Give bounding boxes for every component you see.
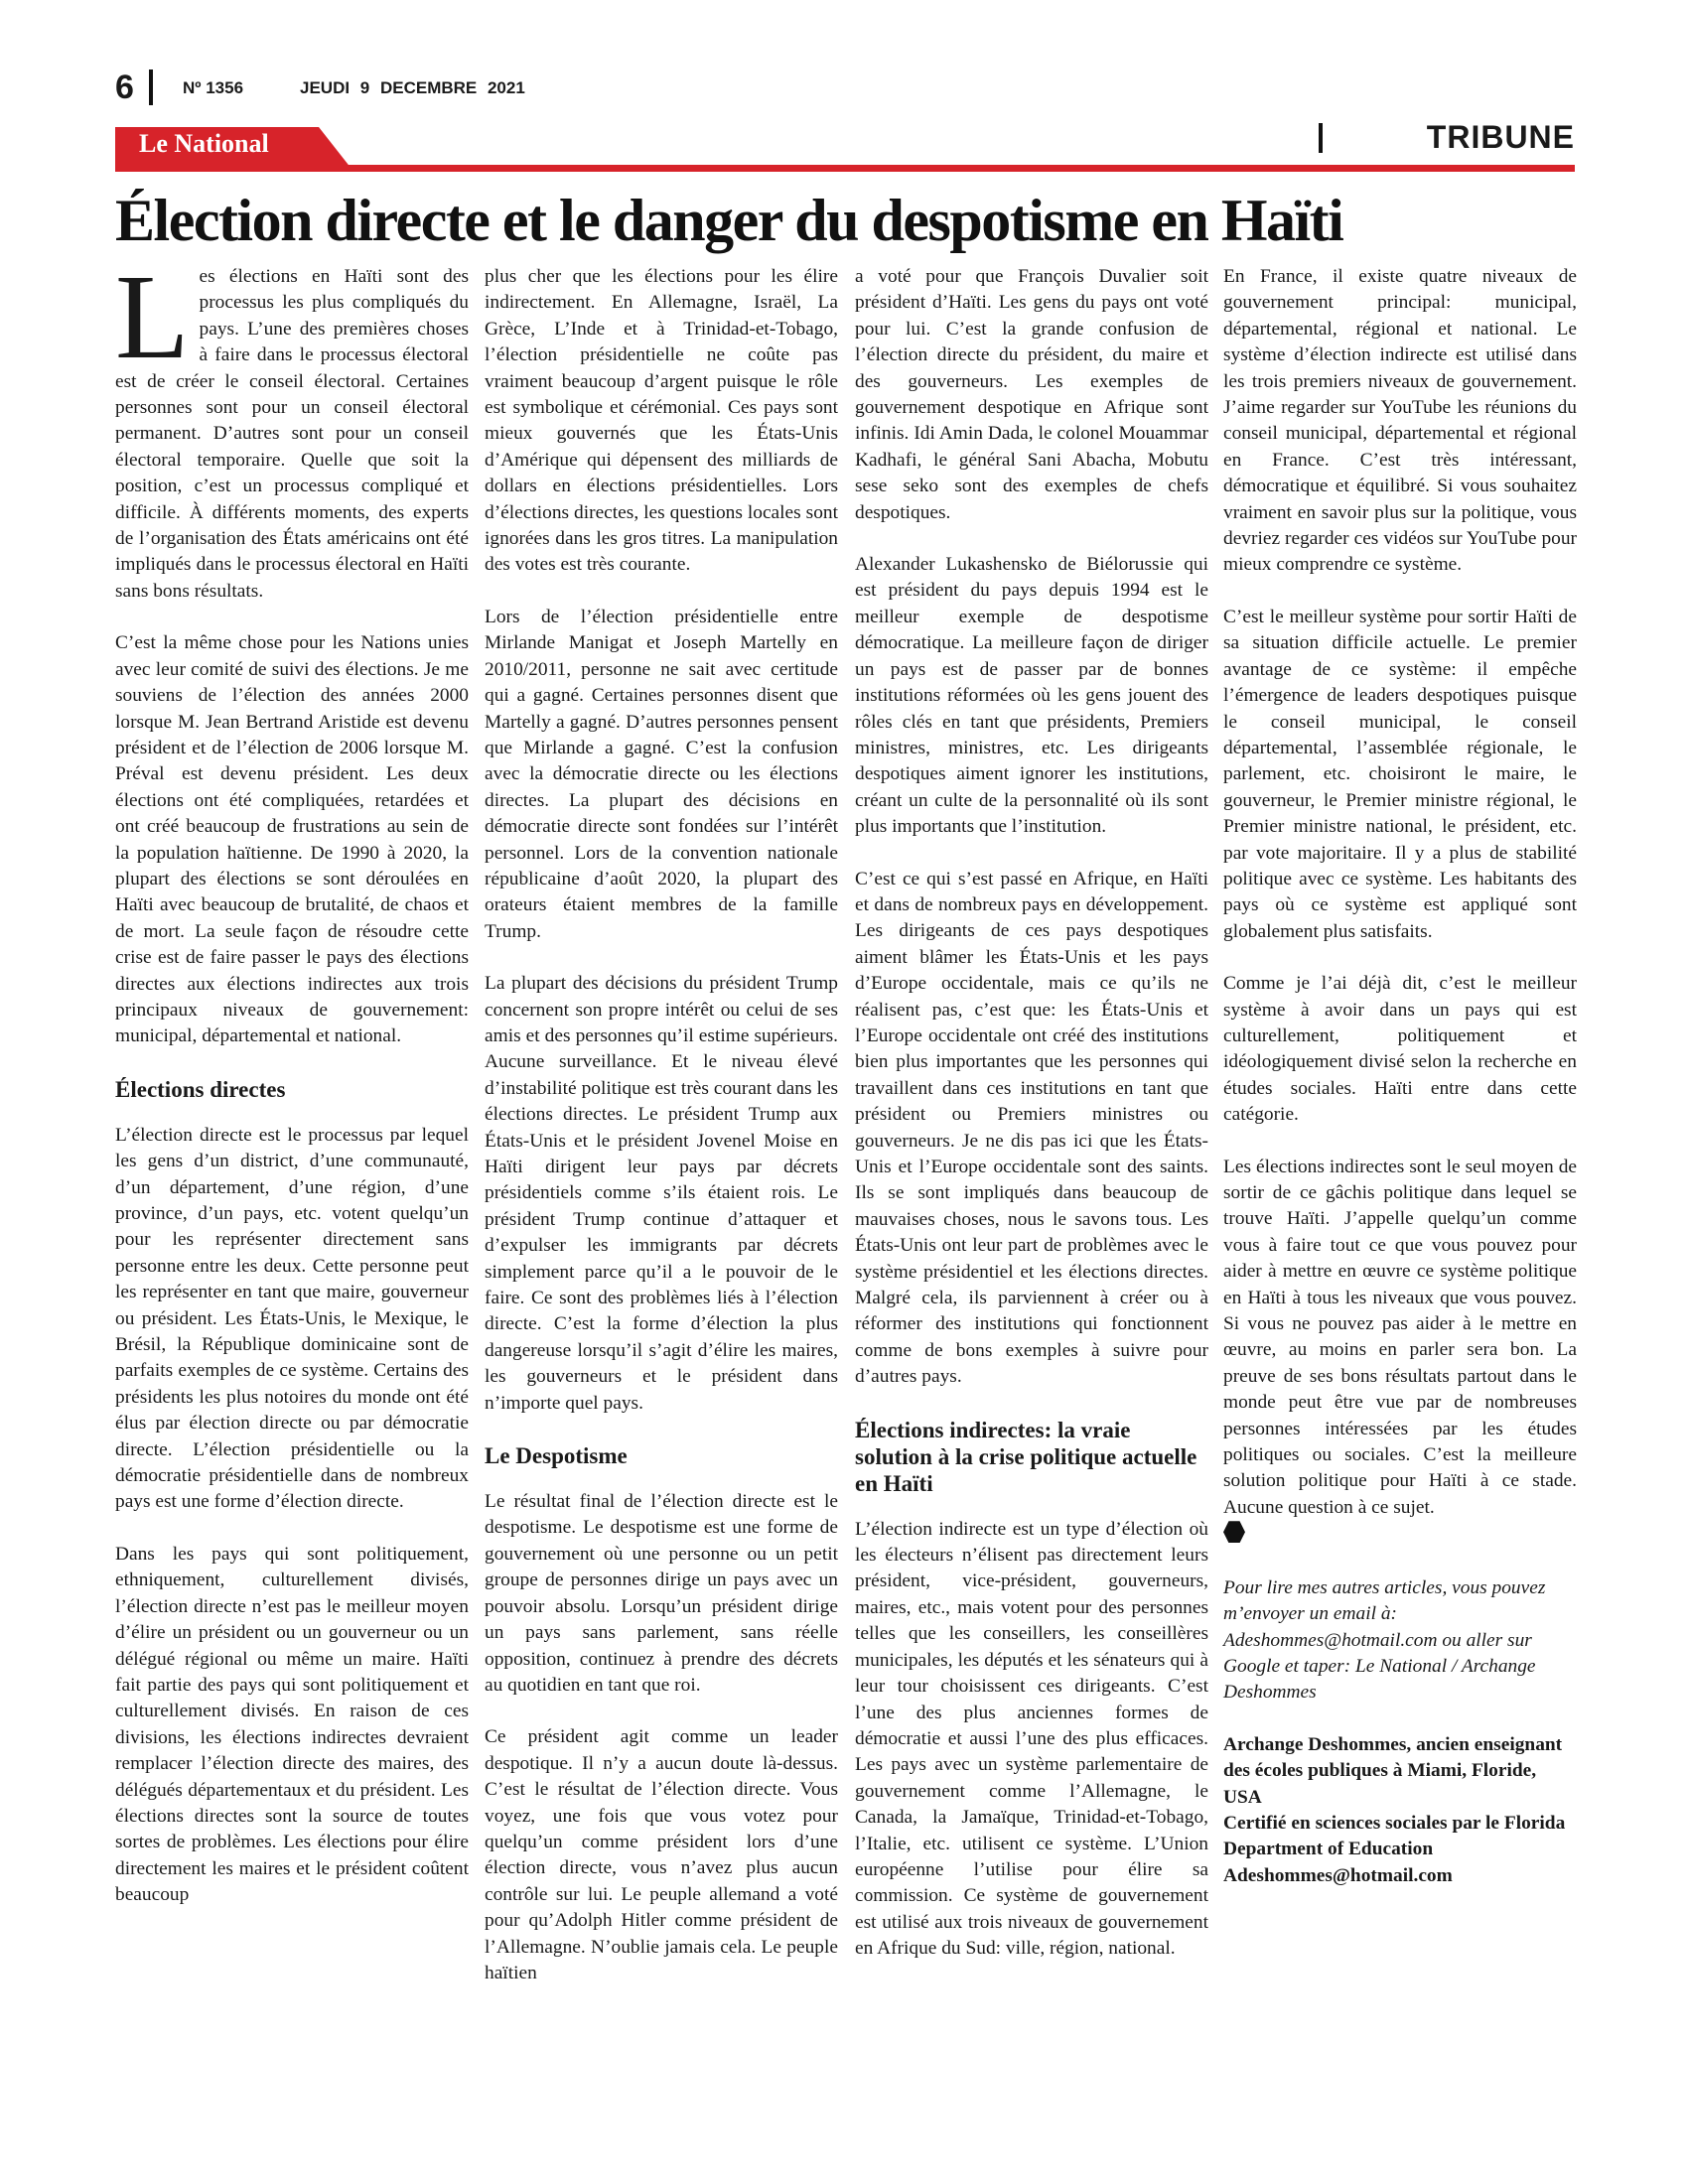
header-divider (149, 69, 153, 105)
author-contact-note: Pour lire mes autres articles, vous pouvez m’envoyer un email à: Adeshommes@hotmail.com ou aller sur Google et taper: Le National / Archange Deshommes (1223, 1576, 1546, 1704)
issue-number: Nº 1356 (183, 78, 244, 97)
article-paragraph (115, 250, 469, 605)
masthead-rule (115, 165, 1575, 172)
article-title: Élection directe et le danger du despotisme en Haïti (115, 188, 1343, 253)
article-paragraph: Comme je l’ai déjà dit, c’est le meilleur système à avoir dans un pays qui est culturellement, politiquement et idéologiquement divisé selon la recherche en études sociales. Haïti entre dans cette catégorie. (1223, 973, 1577, 1126)
subheading-direct-elections: Élections directes (115, 1076, 286, 1102)
subheading-despotism: Le Despotisme (485, 1443, 628, 1469)
author-email: Adeshommes@hotmail.com (1223, 1864, 1453, 1886)
article-column-4 (1223, 264, 1577, 1915)
article-paragraph: plus cher que les élections pour les élire indirectement. En Allemagne, Israël, La Grèce, L’Inde et à Trinidad-et-Tobago, l’élection présidentielle ne coûte pas vraiment beaucoup d’argent puisque le rôle est symbolique et cérémonial. Ces pays sont mieux gouvernés que les États-Unis d’Amérique qui dépensent des milliards de dollars en élections présidentielles. Lors d’élections directes, les questions locales sont ignorées dans les gros titres. La manipulation des votes est très courante. (485, 266, 838, 576)
article-paragraph: Le résultat final de l’élection directe est le despotisme. Le despotisme est une forme de gouvernement où une personne ou un petit groupe de personnes dirige un pays avec un pouvoir absolu. Lorsqu’un président dirige un pays sans parlement, sans réelle opposition, continuez à prendre des décrets au quotidien en tant que roi. (485, 1491, 838, 1696)
article-paragraph: C’est la même chose pour les Nations unies avec leur comité de suivi des élections. Je me souviens de l’élection des années 2000 lorsque M. Jean Bertrand Aristide est devenu président et de l’élection de 2006 lorsque M. Préval est devenu président. Les deux élections ont été compliquées, retardées et ont créé beaucoup de frustrations au sein de la population haïtienne. De 1990 à 2020, la plupart des élections se sont déroulées en Haïti avec beaucoup de brutalité, de chaos et de mort. La seule façon de résoudre cette crise est de faire passer le pays des élections directes aux élections indirectes aux trois principaux niveaux de gouvernement: municipal, départemental et national. (115, 632, 469, 1047)
drop-cap: L (115, 250, 190, 384)
section-label: TRIBUNE (1426, 119, 1575, 155)
author-bio-line: Archange Deshommes, ancien enseignant des écoles publiques à Miami, Floride, USA (1223, 1733, 1563, 1808)
article-paragraph: La plupart des décisions du président Trump concernent son propre intérêt ou celui de ses amis et des personnes qu’il estime supérieurs. Aucune surveillance. Et le niveau élevé d’instabilité politique est très courant dans les élections directes. Le président Trump aux États-Unis et le président Jovenel Moise en Haïti dirigent leur pays par décrets présidentiels comme s’ils étaient rois. Le président Trump continue d’attaquer et d’expulser les immigrants par décrets simplement parce qu’il a le pouvoir de le faire. Ce sont des problèmes liés à l’élection directe. C’est la forme d’élection la plus dangereuse lorsqu’il s’agit d’élire les maires, les gouverneurs et le président dans n’importe quel pays. (485, 973, 838, 1414)
paragraph-text: Les élections indirectes sont le seul moyen de sortir de ce gâchis politique dans lequel se trouve Haïti. J’appelle quelqu’un comme vous à faire tout ce que vous pouvez pour aider à mettre en œuvre ce système politique en Haïti à tous les niveaux que vous pouvez. Si vous ne pouvez pas aider à le mettre en œuvre, au moins en parler sera bon. La preuve de ses bons résultats partout dans le monde peut être vue par de nombreuses personnes intéressées par les études politiques ou sociales. C’est la meilleure solution politique pour Haïti à ce stade. Aucune question à ce sujet. (1223, 1156, 1577, 1518)
article-column-2 (485, 264, 838, 2012)
section-divider (1319, 123, 1323, 153)
article-paragraph: Ce président agit comme un leader despotique. Il n’y a aucun doute là-dessus. C’est le résultat de l’élection directe. Vous voyez, une fois que vous votez pour quelqu’un comme président lors d’une élection directe, vous n’avez plus aucun contrôle sur lui. Le peuple allemand a voté pour qu’Adolph Hitler comme président de l’Allemagne. N’oublie jamais cela. Le peuple haïtien (485, 1726, 838, 1983)
article-paragraph: Alexander Lukashensko de Biélorussie qui est président du pays depuis 1994 est le meilleur exemple de despotisme démocratique. La meilleure façon de diriger un pays est de passer par de bonnes institutions réformées où les gens jouent des rôles clés en tant que présidents, Premiers ministres, ministres, etc. Les dirigeants despotiques aiment ignorer les institutions, créant un culte de la personnalité où ils sont plus importants que l’institution. (855, 554, 1208, 838)
article-paragraph: Dans les pays qui sont politiquement, ethniquement, culturellement divisés, l’élection directe n’est pas le meilleur moyen d’élire un président ou un gouverneur ou un délégué régional ou même un maire. Haïti fait partie des pays qui sont politiquement et culturellement divisés. En raison de ces divisions, les élections indirectes devraient remplacer l’élection directe des maires, des délégués départementaux et du président. Les élections directes sont la source de toutes sortes de problèmes. Les élections pour élire directement les maires et le président coûtent beaucoup (115, 1543, 469, 1906)
subheading-indirect-elections: Élections indirectes: la vraie solution à la crise politique actuelle en Haïti (855, 1417, 1197, 1496)
article-paragraph: C’est ce qui s’est passé en Afrique, en Haïti et dans de nombreux pays en développement. Les dirigeants de ces pays despotiques aiment blâmer les États-Unis et les pays d’Europe occidentale, mais ce qu’ils ne réalisent pas, c’est que: les États-Unis et l’Europe occidentale ont créé des institutions bien plus importantes que les personnes qui travaillent dans ces institutions en tant que président ou Premiers ministres ou gouverneurs. Je ne dis pas ici que les États-Unis et l’Europe occidentale sont des saints. Ils se sont impliqués dans beaucoup de mauvaises choses, nous le savons tous. Les États-Unis ont leur part de problèmes avec le système présidentiel et les élections directes. Malgré cela, ils parviennent à créer ou à réformer des institutions qui fonctionnent comme de bons exemples à suivre pour d’autres pays. (855, 868, 1208, 1388)
page-number: 6 (115, 68, 134, 106)
publication-name: Le National (139, 129, 269, 158)
paragraph-text: es élections en Haïti sont des processus les plus compliqués du pays. L’une des premières choses à faire dans le processus électoral est de créer le conseil électoral. Certaines personnes sont pour un conseil électoral permanent. D’autres sont pour un conseil électoral temporaire. Quelle que soit la position, c’est un processus compliqué et difficile. À différents moments, des experts de l’organisation des États américains ont été impliqués dans le processus électoral en Haïti sans bons résultats. (115, 266, 469, 602)
article-paragraph: L’élection directe est le processus par lequel les gens d’un district, d’une communauté, d’un département, d’une région, d’une province, d’un pays, etc. votent quelqu’un pour les représenter directement sans personne entre les deux. Cette personne peut les représenter en tant que maire, gouverneur ou président. Les États-Unis, le Mexique, le Brésil, la République dominicaine sont de parfaits exemples de ce système. Certains des présidents les plus notoires du monde ont été élus par élection directe ou par démocratie directe. L’élection présidentielle ou la démocratie présidentielle dans de nombreux pays est une forme d’élection directe. (115, 1124, 469, 1513)
article-column-3 (855, 264, 1208, 1988)
page-header (115, 68, 1575, 107)
issue-date: JEUDI 9 DECEMBRE 2021 (300, 78, 525, 97)
author-bio-line: Certifié en sciences sociales par le Florida Department of Education (1223, 1812, 1566, 1860)
article-paragraph: C’est le meilleur système pour sortir Haïti de sa situation difficile actuelle. Le premier avantage de ce système: il empêche l’émergence de leaders despotiques puisque le conseil municipal, le conseil départemental, l’assemblée régionale, le parlement, etc. choisiront le maire, le gouverneur, le Premier ministre régional, le Premier ministre national, le président, etc. par vote majoritaire. Il y a plus de stabilité politique avec ce système. Les habitants des pays où ce système est appliqué sont globalement plus satisfaits. (1223, 606, 1577, 942)
hexagon-end-icon (1223, 1521, 1245, 1543)
article-column-1 (115, 250, 469, 1935)
article-paragraph: a voté pour que François Duvalier soit président d’Haïti. Les gens du pays ont voté pour lui. C’est la grande confusion de l’élection directe du président, du maire et des gouverneurs. Les exemples de gouvernement despotique en Afrique sont infinis. Idi Amin Dada, le colonel Mouammar Kadhafi, le général Sani Abacha, Mobutu sese seko sont des exemples de chefs despotiques. (855, 266, 1208, 523)
author-bio (1223, 1732, 1577, 1889)
article-paragraph: L’élection indirecte est un type d’élection où les électeurs n’élisent pas directement leurs président, vice-président, gouverneurs, maires, etc., mais votent pour des personnes telles que les conseillers, les conseillères municipales, les députés et les sénateurs qui à leur tour choisissent ces dirigeants. C’est l’une des plus anciennes formes de démocratie et aussi l’une des plus efficaces. Les pays avec un système parlementaire de gouvernement comme l’Allemagne, le Canada, la Jamaïque, Trinidad-et-Tobago, l’Italie, etc. utilisent ce système. L’Union européenne l’utilise pour élire sa commission. Ce système de gouvernement est utilisé aux trois niveaux de gouvernement en Afrique du Sud: ville, région, national. (855, 1518, 1208, 1960)
article-paragraph (1223, 1155, 1577, 1550)
article-paragraph: En France, il existe quatre niveaux de gouvernement principal: municipal, départemental, régional et national. Le système d’élection indirecte est utilisé dans les trois premiers niveaux de gouvernement. J’aime regarder sur YouTube les réunions du conseil municipal, départemental et régional en France. C’est très intéressant, démocratique et équilibré. Si vous souhaitez vraiment en savoir plus sur la politique, vous devriez regarder ces vidéos sur YouTube pour mieux comprendre ce système. (1223, 266, 1577, 576)
article-paragraph: Lors de l’élection présidentielle entre Mirlande Manigat et Joseph Martelly en 2010/2011, personne ne sait avec certitude qui a gagné. Certaines personnes disent que Martelly a gagné. D’autres personnes pensent que Mirlande a gagné. C’est la confusion avec la démocratie directe ou les élections directes. La plupart des décisions en démocratie directe sont fondées sur l’intérêt personnel. Lors de la convention nationale républicaine d’août 2020, la plupart des orateurs étaient membres de la famille Trump. (485, 606, 838, 942)
